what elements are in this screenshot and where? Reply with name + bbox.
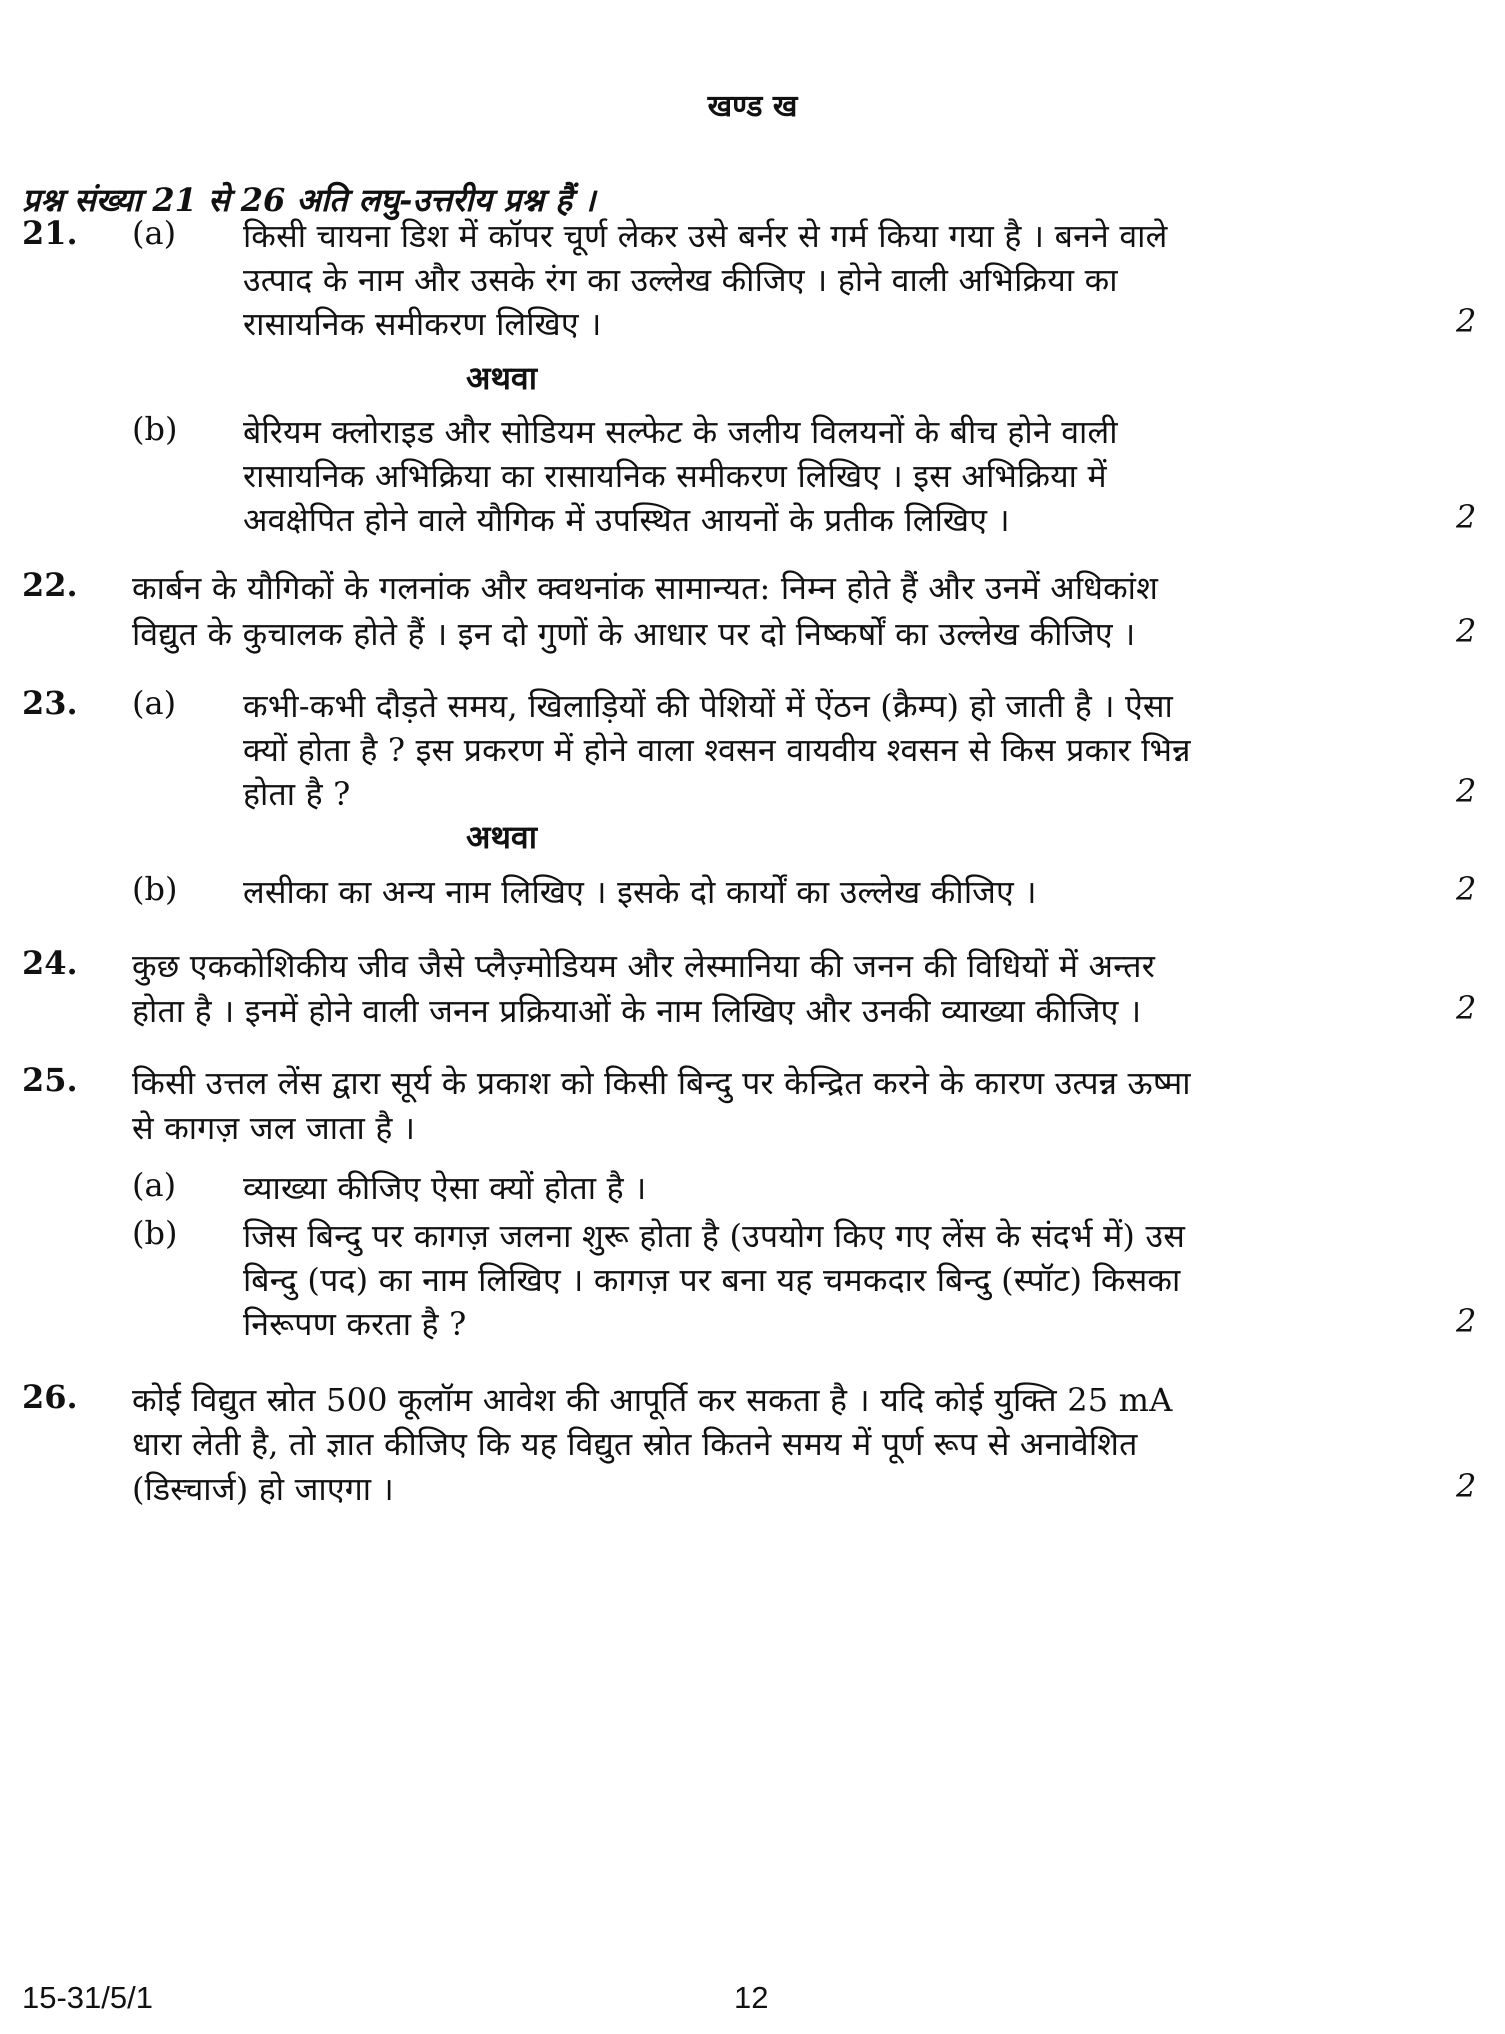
question-text-line: विद्युत के कुचालक होते हैं । इन दो गुणों के आधार पर दो निष्कर्षों का उल्लेख कीजिए । — [132, 615, 1136, 653]
question-number: 21. — [22, 214, 78, 252]
part-label: (b) — [132, 870, 178, 908]
section-instruction: प्रश्न संख्या 21 से 26 अति लघु-उत्तरीय प्रश्न हैं । — [22, 181, 596, 219]
marks: 2 — [1456, 302, 1477, 340]
question-number: 25. — [22, 1061, 78, 1099]
question-number: 24. — [22, 944, 78, 982]
question-text-line: निरूपण करता है ? — [243, 1305, 467, 1343]
or-separator: अथवा — [466, 359, 537, 397]
question-text-line: जिस बिन्दु पर कागज़ जलना शुरू होता है (उपयोग किए गए लेंस के संदर्भ में) उस — [243, 1217, 1186, 1255]
question-number: 26. — [22, 1378, 78, 1416]
question-text-line: कोई विद्युत स्रोत 500 कूलॉम आवेश की आपूर्ति कर सकता है । यदि कोई युक्ति 25 mA — [132, 1381, 1173, 1419]
question-text-line: रासायनिक अभिक्रिया का रासायनिक समीकरण लिखिए । इस अभिक्रिया में — [243, 457, 1107, 495]
part-label: (a) — [132, 214, 177, 252]
question-number: 22. — [22, 566, 78, 604]
question-text-line: कार्बन के यौगिकों के गलनांक और क्वथनांक सामान्यत: निम्न होते हैं और उनमें अधिकांश — [132, 569, 1159, 607]
marks: 2 — [1456, 612, 1477, 650]
part-label: (b) — [132, 410, 178, 448]
section-heading: खण्ड ख — [707, 89, 798, 124]
question-text-line: किसी उत्तल लेंस द्वारा सूर्य के प्रकाश को किसी बिन्दु पर केन्द्रित करने के कारण उत्पन्न ऊष्मा — [132, 1064, 1191, 1102]
part-label: (a) — [132, 684, 177, 722]
or-separator: अथवा — [466, 818, 537, 856]
question-text-line: किसी चायना डिश में कॉपर चूर्ण लेकर उसे बर्नर से गर्म किया गया है । बनने वाले — [243, 217, 1168, 255]
question-text-line: होता है । इनमें होने वाली जनन प्रक्रियाओं के नाम लिखिए और उनकी व्याख्या कीजिए । — [132, 992, 1142, 1030]
question-text-line: बिन्दु (पद) का नाम लिखिए । कागज़ पर बना यह चमकदार बिन्दु (स्पॉट) किसका — [243, 1261, 1181, 1299]
page-number: 12 — [734, 1980, 769, 2015]
marks: 2 — [1456, 1302, 1477, 1340]
question-text-line: अवक्षेपित होने वाले यौगिक में उपस्थित आयनों के प्रतीक लिखिए । — [243, 501, 1010, 539]
question-text-line: कुछ एककोशिकीय जीव जैसे प्लैज़्मोडियम और लेस्मानिया की जनन की विधियों में अन्तर — [132, 947, 1155, 985]
question-number: 23. — [22, 684, 78, 722]
question-text-line: व्याख्या कीजिए ऐसा क्यों होता है । — [243, 1169, 647, 1207]
question-text-line: रासायनिक समीकरण लिखिए । — [243, 305, 602, 343]
question-text-line: होता है ? — [243, 775, 351, 813]
question-text-line: लसीका का अन्य नाम लिखिए । इसके दो कार्यों का उल्लेख कीजिए । — [243, 873, 1037, 911]
question-text-line: (डिस्चार्ज) हो जाएगा । — [132, 1470, 394, 1508]
question-text-line: क्यों होता है ? इस प्रकरण में होने वाला श्वसन वायवीय श्वसन से किस प्रकार भिन्न — [243, 731, 1191, 769]
question-text-line: बेरियम क्लोराइड और सोडियम सल्फेट के जलीय विलयनों के बीच होने वाली — [243, 413, 1118, 451]
question-text-line: कभी-कभी दौड़ते समय, खिलाड़ियों की पेशियों में ऐंठन (क्रैम्प) हो जाती है । ऐसा — [243, 687, 1174, 725]
marks: 2 — [1456, 870, 1477, 908]
part-label: (a) — [132, 1166, 177, 1204]
part-label: (b) — [132, 1214, 178, 1252]
question-text-line: से कागज़ जल जाता है । — [132, 1109, 416, 1147]
marks: 2 — [1456, 989, 1477, 1027]
marks: 2 — [1456, 772, 1477, 810]
paper-code: 15-31/5/1 — [22, 1980, 153, 2015]
question-text-line: धारा लेती है, तो ज्ञात कीजिए कि यह विद्युत स्रोत कितने समय में पूर्ण रूप से अनावेशित — [132, 1425, 1138, 1463]
question-text-line: उत्पाद के नाम और उसके रंग का उल्लेख कीजिए । होने वाली अभिक्रिया का — [243, 261, 1118, 299]
marks: 2 — [1456, 498, 1477, 536]
marks: 2 — [1456, 1467, 1477, 1505]
